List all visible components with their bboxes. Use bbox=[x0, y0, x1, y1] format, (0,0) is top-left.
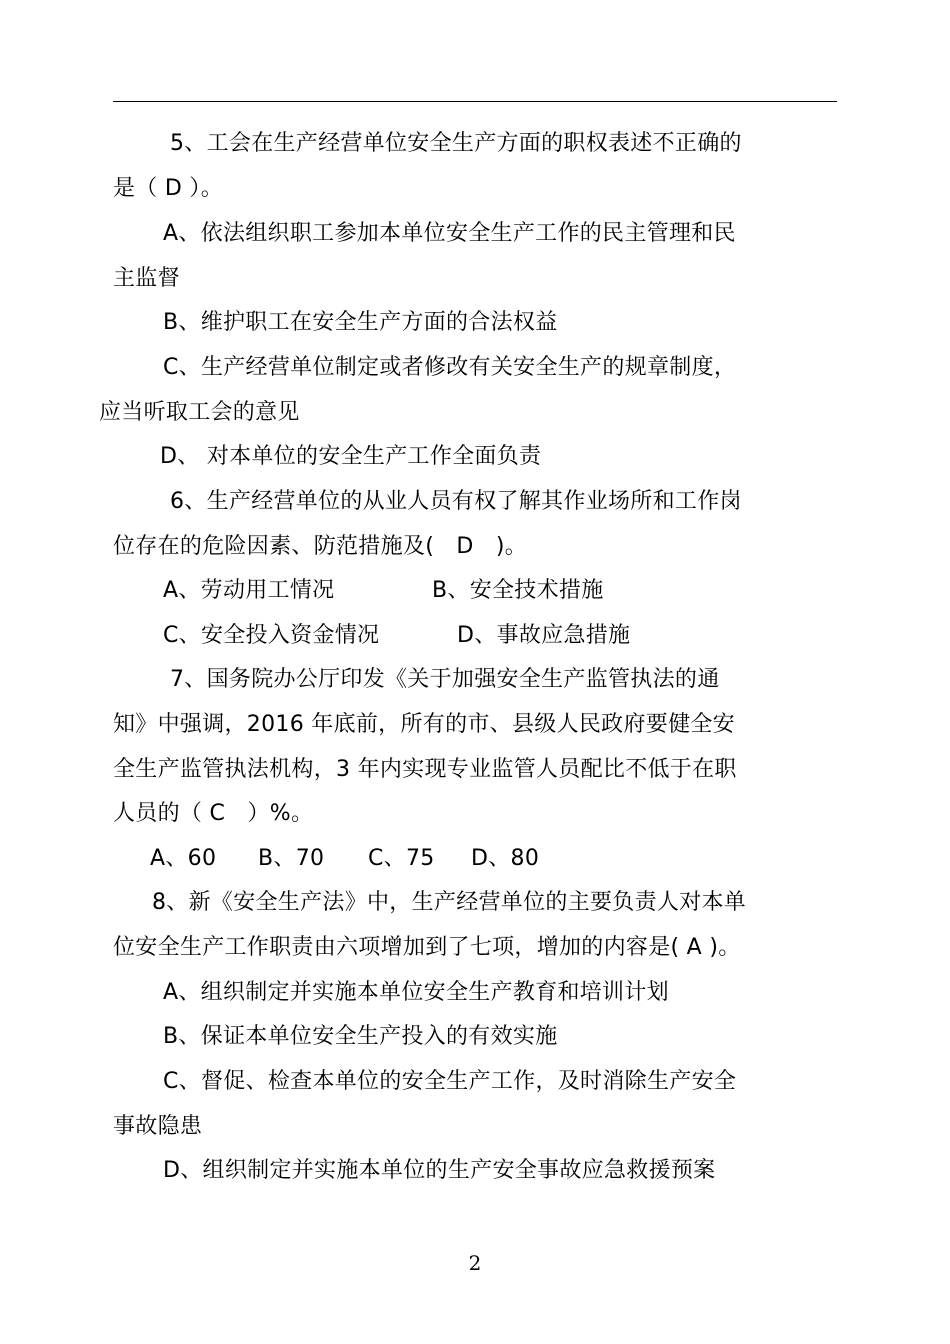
q8-stem-line1: 8、新《安全生产法》中，生产经营单位的主要负责人对本单 bbox=[152, 890, 747, 915]
q8-option-a: A、组织制定并实施本单位安全生产教育和培训计划 bbox=[163, 980, 669, 1005]
q7-stem-line2: 知》中强调，2016 年底前，所有的市、县级人民政府要健全安 bbox=[113, 712, 735, 737]
q7-option-c: C、75 bbox=[368, 846, 435, 871]
q6-stem-line2: 位存在的危险因素、防范措施及( D )。 bbox=[113, 534, 528, 559]
q5-stem-line1: 5、工会在生产经营单位安全生产方面的职权表述不正确的 bbox=[170, 131, 742, 156]
q6-option-d: D、事故应急措施 bbox=[457, 623, 631, 648]
q5-option-b: B、维护职工在安全生产方面的合法权益 bbox=[163, 310, 558, 335]
q5-option-a-line1: A、依法组织职工参加本单位安全生产工作的民主管理和民 bbox=[163, 221, 736, 246]
q6-stem-line1: 6、生产经营单位的从业人员有权了解其作业场所和工作岗 bbox=[170, 489, 742, 514]
header-rule bbox=[113, 101, 837, 102]
q5-option-a-line2: 主监督 bbox=[113, 266, 180, 291]
q7-option-b: B、70 bbox=[258, 846, 325, 871]
q7-option-d: D、80 bbox=[471, 846, 540, 871]
q5-option-d: D、 对本单位的安全生产工作全面负责 bbox=[160, 444, 542, 469]
page-number: 2 bbox=[468, 1251, 482, 1275]
q8-option-c-line1: C、督促、检查本单位的安全生产工作，及时消除生产安全 bbox=[163, 1069, 737, 1094]
q5-stem-line2: 是（ D ）。 bbox=[113, 176, 224, 201]
q7-option-a: A、60 bbox=[150, 846, 217, 871]
q8-option-b: B、保证本单位安全生产投入的有效实施 bbox=[163, 1024, 558, 1049]
q8-option-c-line2: 事故隐患 bbox=[113, 1114, 203, 1139]
q5-option-c-line2: 应当听取工会的意见 bbox=[99, 400, 300, 425]
q7-stem-line1: 7、国务院办公厅印发《关于加强安全生产监管执法的通 bbox=[170, 667, 720, 692]
q5-option-c-line1: C、生产经营单位制定或者修改有关安全生产的规章制度， bbox=[163, 355, 737, 380]
q8-stem-line2: 位安全生产工作职责由六项增加到了七项，增加的内容是( A )。 bbox=[113, 935, 741, 960]
q6-option-a: A、劳动用工情况 bbox=[163, 578, 335, 603]
q6-option-c: C、安全投入资金情况 bbox=[163, 623, 380, 648]
q7-stem-line4: 人员的（ C ）%。 bbox=[113, 801, 314, 826]
q7-stem-line3: 全生产监管执法机构，3 年内实现专业监管人员配比不低于在职 bbox=[113, 757, 737, 782]
q8-option-d: D、组织制定并实施本单位的生产安全事故应急救援预案 bbox=[163, 1158, 716, 1183]
q6-option-b: B、安全技术措施 bbox=[432, 578, 604, 603]
